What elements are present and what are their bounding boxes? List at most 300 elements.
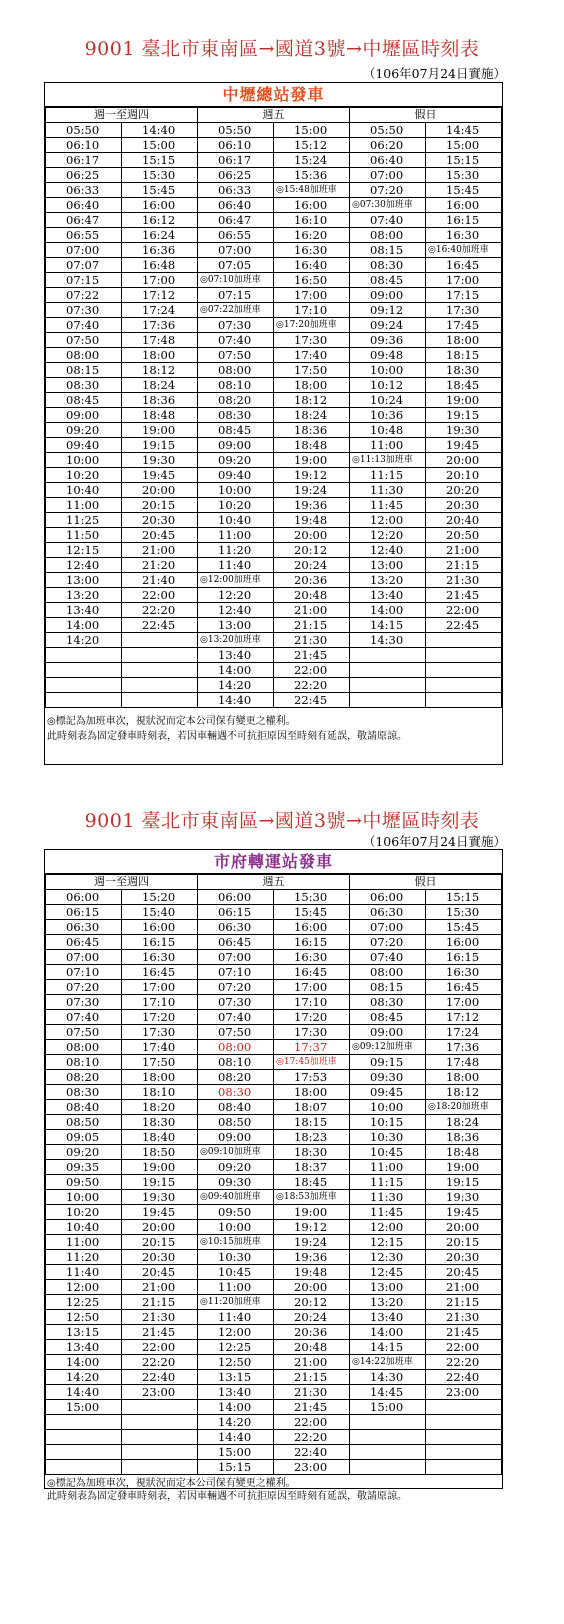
table-row — [46, 1175, 502, 1190]
time-cell: 17:24 — [426, 1025, 502, 1040]
time-cell: 21:45 — [274, 1400, 350, 1415]
time-cell: 12:40 — [350, 543, 426, 558]
time-cell: 19:45 — [122, 1205, 198, 1220]
timetable-title-1: 9001 臺北市東南區→國道3號→中壢區時刻表 — [84, 38, 480, 60]
time-cell: 21:15 — [122, 1295, 198, 1310]
time-cell: 07:00 — [198, 243, 274, 258]
time-cell: 13:40 — [350, 1310, 426, 1325]
time-cell: 16:00 — [426, 198, 502, 213]
time-cell: 20:48 — [274, 1340, 350, 1355]
time-cell: 18:30 — [122, 1115, 198, 1130]
table-row — [46, 588, 502, 603]
time-cell — [46, 663, 122, 678]
time-cell: 22:20 — [274, 1430, 350, 1445]
time-cell: 19:00 — [426, 1160, 502, 1175]
time-cell: 20:00 — [274, 1280, 350, 1295]
time-cell: 21:30 — [274, 633, 350, 648]
table-row — [46, 558, 502, 573]
time-cell: 17:53 — [274, 1070, 350, 1085]
time-cell: 20:30 — [426, 498, 502, 513]
time-cell: 20:40 — [426, 513, 502, 528]
time-cell: 08:45 — [198, 423, 274, 438]
time-cell: 07:15 — [46, 273, 122, 288]
time-cell: 09:05 — [46, 1130, 122, 1145]
time-cell: 14:20 — [198, 678, 274, 693]
time-cell: ◎07:30加班車 — [350, 198, 426, 213]
time-cell: 06:47 — [46, 213, 122, 228]
time-cell: 15:20 — [122, 890, 198, 905]
time-cell: 09:20 — [198, 1160, 274, 1175]
table-row — [46, 528, 502, 543]
time-cell: 21:30 — [122, 1310, 198, 1325]
time-cell: 17:40 — [122, 1040, 198, 1055]
time-cell: 22:00 — [274, 663, 350, 678]
time-cell: 19:00 — [274, 1205, 350, 1220]
table-row — [46, 633, 502, 648]
time-cell: 13:20 — [350, 1295, 426, 1310]
time-cell: 10:24 — [350, 393, 426, 408]
time-cell: 08:10 — [198, 378, 274, 393]
time-cell: ◎16:40加班車 — [426, 243, 502, 258]
time-cell: 06:33 — [198, 183, 274, 198]
time-cell: 18:00 — [274, 378, 350, 393]
time-cell: 21:40 — [122, 573, 198, 588]
table-row — [46, 1280, 502, 1295]
time-cell: 05:50 — [198, 123, 274, 138]
table-row — [46, 153, 502, 168]
time-cell: 16:45 — [122, 965, 198, 980]
time-cell — [122, 1430, 198, 1445]
implement-date-1: （106年07月24日實施） — [362, 66, 506, 81]
time-cell: ◎09:12加班車 — [350, 1040, 426, 1055]
time-cell — [350, 663, 426, 678]
time-cell: 21:30 — [274, 1385, 350, 1400]
time-cell: 12:50 — [198, 1355, 274, 1370]
time-cell: 08:30 — [198, 408, 274, 423]
table-row — [46, 333, 502, 348]
time-cell: 11:20 — [46, 1250, 122, 1265]
time-cell: 14:00 — [46, 1355, 122, 1370]
time-cell: 22:20 — [426, 1355, 502, 1370]
time-cell: 19:15 — [426, 408, 502, 423]
time-cell: 20:00 — [122, 1220, 198, 1235]
time-cell: 13:40 — [198, 1385, 274, 1400]
time-cell: 07:30 — [46, 303, 122, 318]
time-cell: 06:30 — [198, 920, 274, 935]
time-cell: 17:40 — [274, 348, 350, 363]
time-cell: 08:50 — [198, 1115, 274, 1130]
time-cell: 07:30 — [198, 995, 274, 1010]
time-cell — [350, 693, 426, 708]
table-row — [46, 273, 502, 288]
table-row — [46, 1355, 502, 1370]
time-cell: 14:45 — [350, 1385, 426, 1400]
time-cell: 09:20 — [198, 453, 274, 468]
time-cell: 11:20 — [198, 543, 274, 558]
time-cell: 14:00 — [198, 663, 274, 678]
table-row — [46, 468, 502, 483]
column-header: 週一至週四 — [46, 875, 198, 890]
time-cell: 19:00 — [426, 393, 502, 408]
time-cell: 19:45 — [426, 438, 502, 453]
time-cell: 08:00 — [350, 228, 426, 243]
time-cell: 18:30 — [274, 1145, 350, 1160]
time-cell: 09:00 — [198, 438, 274, 453]
time-cell: ◎15:48加班車 — [274, 183, 350, 198]
table-row — [46, 438, 502, 453]
table-row — [46, 123, 502, 138]
table-row — [46, 1055, 502, 1070]
time-cell: 17:50 — [274, 363, 350, 378]
time-cell — [122, 1400, 198, 1415]
time-cell: 10:40 — [46, 1220, 122, 1235]
time-cell: 16:24 — [122, 228, 198, 243]
time-cell: 07:50 — [46, 1025, 122, 1040]
implement-date-2: （106年07月24日實施） — [362, 834, 506, 849]
time-cell: 19:15 — [122, 1175, 198, 1190]
table-row — [46, 1430, 502, 1445]
time-cell: 07:40 — [350, 213, 426, 228]
time-cell: 18:00 — [426, 333, 502, 348]
time-cell: 11:40 — [198, 558, 274, 573]
time-cell: 15:30 — [426, 168, 502, 183]
time-cell: 18:23 — [274, 1130, 350, 1145]
time-cell: 19:36 — [274, 1250, 350, 1265]
time-cell: 19:15 — [426, 1175, 502, 1190]
time-cell — [46, 1430, 122, 1445]
time-cell: 18:00 — [274, 1085, 350, 1100]
table-row — [46, 378, 502, 393]
time-cell: 06:15 — [46, 905, 122, 920]
time-cell: 13:00 — [350, 558, 426, 573]
time-cell: 12:45 — [350, 1265, 426, 1280]
table-row — [46, 618, 502, 633]
time-cell: 19:45 — [122, 468, 198, 483]
table-row — [46, 1190, 502, 1205]
time-cell: 22:00 — [426, 603, 502, 618]
time-cell: 19:48 — [274, 1265, 350, 1280]
time-cell: 15:15 — [122, 153, 198, 168]
time-cell: ◎13:20加班車 — [198, 633, 274, 648]
time-cell: 08:10 — [198, 1055, 274, 1070]
table-row — [46, 393, 502, 408]
time-cell: ◎11:13加班車 — [350, 453, 426, 468]
time-cell: 18:37 — [274, 1160, 350, 1175]
time-cell: 23:00 — [122, 1385, 198, 1400]
time-cell: 08:30 — [198, 1085, 274, 1100]
time-cell: 08:30 — [350, 995, 426, 1010]
station-header-city-hall: 市府轉運站發車 — [45, 850, 502, 874]
time-cell: ◎07:22加班車 — [198, 303, 274, 318]
time-cell — [350, 1430, 426, 1445]
time-cell: 12:00 — [46, 1280, 122, 1295]
time-cell: 06:00 — [46, 890, 122, 905]
table-row — [46, 1100, 502, 1115]
time-cell: 18:24 — [122, 378, 198, 393]
time-cell: 08:45 — [350, 273, 426, 288]
time-cell: 11:00 — [350, 1160, 426, 1175]
table-row — [46, 1070, 502, 1085]
time-cell: 15:45 — [122, 183, 198, 198]
time-cell: ◎18:53加班車 — [274, 1190, 350, 1205]
time-cell: 06:45 — [46, 935, 122, 950]
time-cell — [46, 1460, 122, 1475]
time-cell: 17:36 — [122, 318, 198, 333]
time-cell: 06:00 — [350, 890, 426, 905]
time-cell: 22:45 — [426, 618, 502, 633]
time-cell: 19:24 — [274, 483, 350, 498]
table-row — [46, 1460, 502, 1475]
time-cell — [46, 1445, 122, 1460]
time-cell: 10:00 — [350, 1100, 426, 1115]
table-row — [46, 920, 502, 935]
time-cell: 23:00 — [274, 1460, 350, 1475]
table-row — [46, 1235, 502, 1250]
time-cell — [46, 1415, 122, 1430]
time-cell: 17:45 — [426, 318, 502, 333]
time-cell: 17:30 — [122, 1025, 198, 1040]
time-cell: 16:30 — [426, 965, 502, 980]
time-cell: 11:00 — [350, 438, 426, 453]
time-cell: 14:00 — [350, 1325, 426, 1340]
time-cell: 18:24 — [426, 1115, 502, 1130]
time-cell: 18:07 — [274, 1100, 350, 1115]
time-cell: 08:20 — [46, 1070, 122, 1085]
table-row — [46, 1250, 502, 1265]
time-cell: 18:00 — [122, 1070, 198, 1085]
time-cell: 12:00 — [350, 513, 426, 528]
time-cell: 11:00 — [46, 498, 122, 513]
time-cell: 21:00 — [274, 603, 350, 618]
time-cell: ◎09:40加班車 — [198, 1190, 274, 1205]
time-cell: 16:45 — [426, 980, 502, 995]
time-cell: 05:50 — [350, 123, 426, 138]
time-cell: 15:45 — [426, 920, 502, 935]
time-cell: 20:15 — [122, 498, 198, 513]
time-cell: 11:45 — [350, 498, 426, 513]
time-cell: ◎11:20加班車 — [198, 1295, 274, 1310]
time-cell: 08:00 — [46, 1040, 122, 1055]
time-cell: 12:40 — [46, 558, 122, 573]
time-cell: 16:00 — [274, 920, 350, 935]
table-row — [46, 995, 502, 1010]
time-cell: 18:10 — [122, 1085, 198, 1100]
time-cell: 07:40 — [46, 1010, 122, 1025]
time-cell: 22:40 — [274, 1445, 350, 1460]
time-cell: 18:12 — [122, 363, 198, 378]
table-row — [46, 1115, 502, 1130]
time-cell: 06:33 — [46, 183, 122, 198]
time-cell: 17:10 — [274, 303, 350, 318]
time-cell: 20:45 — [122, 1265, 198, 1280]
time-cell: 13:40 — [46, 603, 122, 618]
time-cell: 14:15 — [350, 1340, 426, 1355]
time-cell: 19:36 — [274, 498, 350, 513]
time-cell: 15:36 — [274, 168, 350, 183]
schedule-table-city-hall — [45, 874, 502, 1475]
table-row — [46, 1145, 502, 1160]
time-cell: 21:45 — [426, 588, 502, 603]
time-cell: 15:00 — [198, 1445, 274, 1460]
time-cell: 09:45 — [350, 1085, 426, 1100]
time-cell: 07:00 — [350, 920, 426, 935]
time-cell — [122, 678, 198, 693]
station-header-zhongli: 中壢總站發車 — [45, 83, 502, 107]
time-cell: 17:10 — [274, 995, 350, 1010]
timetable-box-2 — [44, 849, 503, 1502]
time-cell: 18:48 — [274, 438, 350, 453]
time-cell: 10:00 — [198, 483, 274, 498]
table-row — [46, 198, 502, 213]
time-cell: 07:00 — [46, 243, 122, 258]
time-cell: 10:12 — [350, 378, 426, 393]
time-cell: 10:45 — [198, 1265, 274, 1280]
table-row — [46, 1415, 502, 1430]
time-cell: 21:45 — [274, 648, 350, 663]
time-cell: 17:10 — [122, 995, 198, 1010]
time-cell: 09:15 — [350, 1055, 426, 1070]
time-cell: 06:45 — [198, 935, 274, 950]
time-cell: 11:45 — [350, 1205, 426, 1220]
time-cell: 07:10 — [46, 965, 122, 980]
table-row — [46, 648, 502, 663]
time-cell: 13:15 — [46, 1325, 122, 1340]
time-cell: 15:00 — [350, 1400, 426, 1415]
time-cell: 12:50 — [46, 1310, 122, 1325]
time-cell: 11:40 — [198, 1310, 274, 1325]
table-row — [46, 1310, 502, 1325]
time-cell: 10:40 — [46, 483, 122, 498]
time-cell — [426, 633, 502, 648]
time-cell: 08:00 — [350, 965, 426, 980]
time-cell — [46, 693, 122, 708]
time-cell: 14:15 — [350, 618, 426, 633]
table-row — [46, 935, 502, 950]
time-cell: 13:00 — [46, 573, 122, 588]
time-cell: 16:40 — [274, 258, 350, 273]
time-cell: 09:36 — [350, 333, 426, 348]
time-cell: 09:50 — [198, 1205, 274, 1220]
time-cell: 16:10 — [274, 213, 350, 228]
column-header: 假日 — [350, 108, 502, 123]
time-cell — [350, 1415, 426, 1430]
time-cell: 14:40 — [46, 1385, 122, 1400]
time-cell: 06:10 — [46, 138, 122, 153]
time-cell — [350, 678, 426, 693]
time-cell: 08:50 — [46, 1115, 122, 1130]
time-cell: 17:12 — [122, 288, 198, 303]
time-cell: 18:40 — [122, 1130, 198, 1145]
time-cell: 07:00 — [350, 168, 426, 183]
column-header: 週一至週四 — [46, 108, 198, 123]
time-cell: 15:15 — [198, 1460, 274, 1475]
table-row — [46, 1295, 502, 1310]
table-row — [46, 663, 502, 678]
time-cell: 15:15 — [426, 890, 502, 905]
time-cell: 10:20 — [46, 468, 122, 483]
time-cell: 14:40 — [198, 1430, 274, 1445]
time-cell: 18:15 — [426, 348, 502, 363]
notes-1 — [45, 708, 502, 744]
time-cell: 11:40 — [46, 1265, 122, 1280]
time-cell: 16:50 — [274, 273, 350, 288]
time-cell: 15:30 — [426, 905, 502, 920]
time-cell: 09:00 — [46, 408, 122, 423]
time-cell: 22:00 — [274, 1415, 350, 1430]
time-cell: 17:00 — [426, 273, 502, 288]
time-cell: 07:30 — [46, 995, 122, 1010]
time-cell: ◎10:15加班車 — [198, 1235, 274, 1250]
table-row — [46, 408, 502, 423]
time-cell: ◎14:22加班車 — [350, 1355, 426, 1370]
time-cell — [426, 1400, 502, 1415]
time-cell: 21:15 — [274, 1370, 350, 1385]
table-row — [46, 905, 502, 920]
time-cell: 17:30 — [274, 1025, 350, 1040]
time-cell: 20:24 — [274, 558, 350, 573]
time-cell: 12:20 — [350, 528, 426, 543]
time-cell: 20:30 — [426, 1250, 502, 1265]
time-cell: 14:00 — [198, 1400, 274, 1415]
time-cell: 22:20 — [122, 1355, 198, 1370]
time-cell: 09:40 — [198, 468, 274, 483]
time-cell — [426, 1430, 502, 1445]
time-cell: 06:40 — [198, 198, 274, 213]
time-cell: 07:50 — [198, 348, 274, 363]
table-row — [46, 138, 502, 153]
time-cell: 07:50 — [46, 333, 122, 348]
time-cell: 23:00 — [426, 1385, 502, 1400]
time-cell — [426, 1415, 502, 1430]
time-cell: 19:30 — [426, 423, 502, 438]
time-cell: 13:15 — [198, 1370, 274, 1385]
time-cell: 07:40 — [198, 333, 274, 348]
time-cell: 06:55 — [46, 228, 122, 243]
time-cell: 17:00 — [122, 980, 198, 995]
time-cell: 16:00 — [122, 198, 198, 213]
time-cell: 14:20 — [198, 1415, 274, 1430]
timetable-title-2: 9001 臺北市東南區→國道3號→中壢區時刻表 — [84, 810, 480, 832]
table-row — [46, 1085, 502, 1100]
time-cell: 17:37 — [274, 1040, 350, 1055]
time-cell: 20:36 — [274, 1325, 350, 1340]
time-cell — [122, 648, 198, 663]
time-cell: 16:48 — [122, 258, 198, 273]
time-cell — [426, 693, 502, 708]
time-cell: ◎09:10加班車 — [198, 1145, 274, 1160]
time-cell: 20:30 — [122, 1250, 198, 1265]
time-cell: 17:30 — [274, 333, 350, 348]
time-cell: 11:15 — [350, 468, 426, 483]
time-cell: 21:15 — [426, 1295, 502, 1310]
time-cell: 20:24 — [274, 1310, 350, 1325]
time-cell: 16:12 — [122, 213, 198, 228]
time-cell: 14:00 — [350, 603, 426, 618]
time-cell — [426, 678, 502, 693]
table-row — [46, 693, 502, 708]
time-cell: 08:10 — [46, 1055, 122, 1070]
time-cell: 14:20 — [46, 633, 122, 648]
time-cell: 08:30 — [46, 1085, 122, 1100]
note-delay: 此時刻表為固定發車時刻表，若因車輛遇不可抗拒原因至時刻有延誤，敬請原諒。 — [47, 731, 407, 742]
time-cell: 22:20 — [274, 678, 350, 693]
time-cell: 21:00 — [426, 1280, 502, 1295]
time-cell — [122, 693, 198, 708]
time-cell: 15:00 — [274, 123, 350, 138]
table-row — [46, 1040, 502, 1055]
time-cell: 16:15 — [122, 935, 198, 950]
time-cell: 16:30 — [426, 228, 502, 243]
